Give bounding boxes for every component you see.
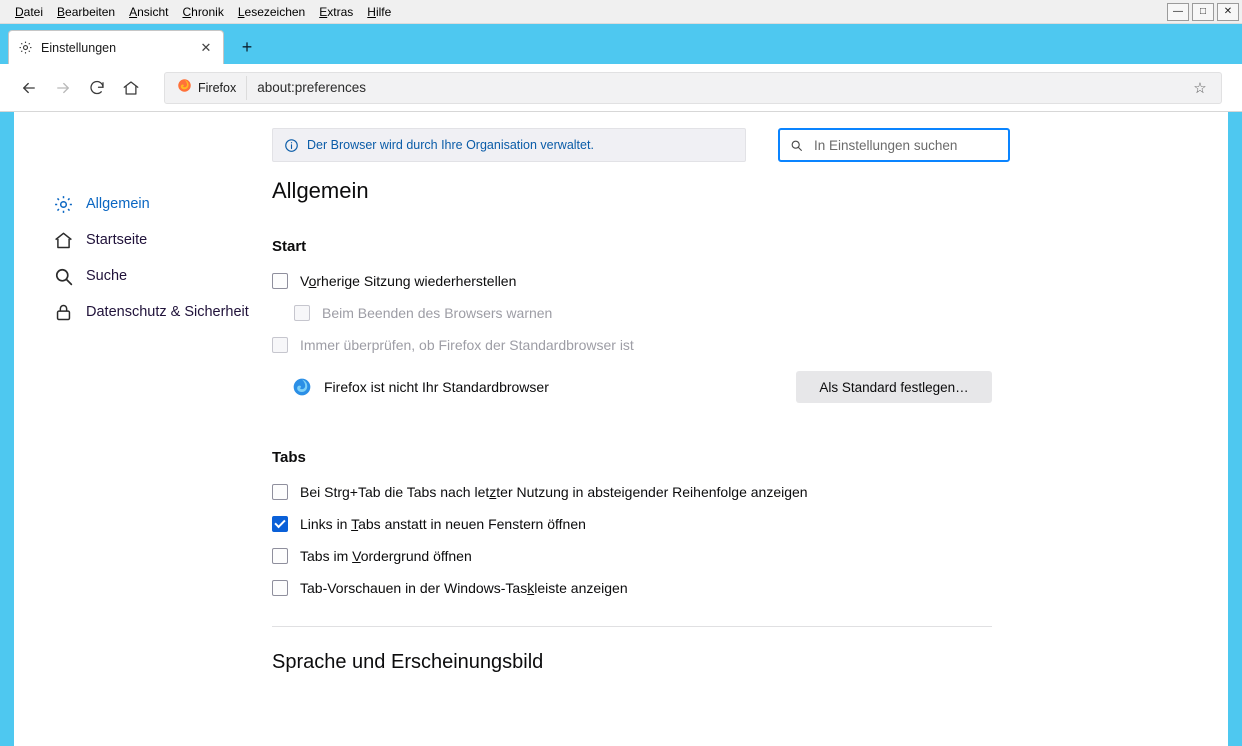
gear-icon <box>52 193 74 215</box>
checkbox[interactable] <box>272 273 288 289</box>
option-switch-to-new-tab[interactable] <box>272 548 992 564</box>
home-icon <box>52 229 74 251</box>
settings-search-box[interactable] <box>778 128 1010 162</box>
set-as-default-button[interactable]: Als Standard festlegen… <box>796 371 992 403</box>
sidebar-item-label: Datenschutz & Sicherheit <box>86 303 249 320</box>
menu-hilfe-accesskey: H <box>367 4 376 19</box>
menu-lesezeichen-accesskey: L <box>237 4 245 19</box>
option-label: Tabs im Vordergrund öffnen <box>300 548 472 564</box>
close-window-button[interactable]: ✕ <box>1217 3 1239 21</box>
search-input[interactable] <box>812 137 1000 154</box>
option-warn-on-quit[interactable] <box>294 305 992 321</box>
forward-icon[interactable] <box>46 71 80 105</box>
menu-lesezeichen[interactable] <box>231 2 312 22</box>
sidebar-item-label: Suche <box>86 267 128 284</box>
menu-bearbeiten[interactable] <box>50 2 122 22</box>
option-ctrl-tab-recent-order[interactable] <box>272 484 992 500</box>
sidebar-item-datenschutz-sicherheit[interactable] <box>44 294 260 330</box>
menu-ansicht-accesskey: A <box>129 4 138 19</box>
tab-title: Einstellungen <box>41 40 117 55</box>
option-label: Beim Beenden des Browsers warnen <box>322 305 553 321</box>
menu-hilfe-label: ilfe <box>375 4 392 19</box>
checkbox[interactable] <box>294 305 310 321</box>
preferences-header-row <box>272 128 1198 162</box>
enterprise-policy-text: Der Browser wird durch Ihre Organisation verwaltet. <box>307 138 594 152</box>
lock-icon <box>52 301 74 323</box>
home-icon[interactable] <box>114 71 148 105</box>
settings-gear-icon <box>17 40 33 56</box>
page-title: Allgemein <box>272 178 369 203</box>
checkbox[interactable] <box>272 484 288 500</box>
firefox-logo-icon <box>292 377 312 397</box>
url-text[interactable]: about:preferences <box>257 80 367 95</box>
checkbox[interactable] <box>272 337 288 353</box>
bookmark-star-icon[interactable]: ☆ <box>1193 79 1207 97</box>
menu-extras[interactable] <box>312 2 360 22</box>
menu-bearbeiten-accesskey: B <box>57 4 66 19</box>
new-tab-button[interactable]: + <box>241 36 253 57</box>
preferences-category-list <box>44 186 260 330</box>
section-spacer <box>272 397 992 449</box>
search-icon <box>788 137 804 153</box>
menu-bearbeiten-label: earbeiten <box>65 4 116 19</box>
info-icon <box>283 137 299 153</box>
menu-datei-accesskey: D <box>15 4 24 19</box>
identity-label: Firefox <box>198 80 237 95</box>
option-label: Tab-Vorschauen in der Windows-Taskleiste anzeigen <box>300 580 628 596</box>
sidebar-item-label: Allgemein <box>86 195 150 212</box>
menu-chronik-accesskey: C <box>182 4 192 19</box>
tab-einstellungen[interactable] <box>8 30 224 64</box>
menu-chronik-label: hronik <box>191 4 224 19</box>
section-title-tabs: Tabs <box>272 449 306 466</box>
checkbox[interactable] <box>272 580 288 596</box>
checkbox[interactable] <box>272 548 288 564</box>
menu-datei-label: atei <box>23 4 44 19</box>
sidebar-item-suche[interactable] <box>44 258 260 294</box>
url-bar[interactable] <box>164 72 1222 104</box>
section-title-start: Start <box>272 238 307 255</box>
option-label: Bei Strg+Tab die Tabs nach letzter Nutzung in absteigender Reihenfolge anzeigen <box>300 484 808 500</box>
sidebar-item-label: Startseite <box>86 231 148 248</box>
option-label: Vorherige Sitzung wiederherstellen <box>300 273 517 289</box>
section-title-language-appearance: Sprache und Erscheinungsbild <box>272 651 544 673</box>
option-taskbar-tab-previews[interactable] <box>272 580 992 596</box>
menu-hilfe[interactable] <box>360 2 398 22</box>
menu-lesezeichen-label: esezeichen <box>244 4 306 19</box>
sidebar-item-allgemein[interactable] <box>44 186 260 222</box>
preferences-main-pane <box>272 178 992 746</box>
close-icon[interactable]: ✕ <box>200 39 212 55</box>
firefox-logo-icon <box>177 78 192 98</box>
menu-datei[interactable] <box>8 2 50 22</box>
menu-ansicht[interactable] <box>122 2 175 22</box>
menu-extras-accesskey: E <box>319 4 328 19</box>
option-open-links-in-tabs[interactable] <box>272 516 992 532</box>
preferences-page <box>14 112 1228 746</box>
right-rail <box>1228 112 1242 746</box>
option-label: Links in Tabs anstatt in neuen Fenstern öffnen <box>300 516 586 532</box>
menu-extras-label: xtras <box>327 4 354 19</box>
reload-icon[interactable] <box>80 71 114 105</box>
minimize-button[interactable]: — <box>1167 3 1189 21</box>
sidebar-item-startseite[interactable] <box>44 222 260 258</box>
menu-ansicht-label: nsicht <box>137 4 169 19</box>
left-rail <box>0 112 14 746</box>
option-restore-previous-session[interactable] <box>272 273 992 289</box>
identity-box[interactable] <box>173 76 247 100</box>
search-icon <box>52 265 74 287</box>
back-icon[interactable] <box>12 71 46 105</box>
enterprise-policy-notice <box>272 128 746 162</box>
default-browser-status-text: Firefox ist nicht Ihr Standardbrowser <box>324 379 549 395</box>
menu-bar <box>0 0 1242 24</box>
default-browser-status-row <box>272 377 992 397</box>
checkbox[interactable] <box>272 516 288 532</box>
navigation-toolbar <box>0 64 1242 112</box>
tab-strip <box>0 24 1242 64</box>
maximize-button[interactable]: □ <box>1192 3 1214 21</box>
option-label: Immer überprüfen, ob Firefox der Standardbrowser ist <box>300 337 634 353</box>
section-divider <box>272 626 992 627</box>
content-area <box>0 112 1242 746</box>
menu-chronik[interactable] <box>175 2 230 22</box>
option-always-check-default-browser[interactable] <box>272 337 992 353</box>
window-controls <box>1167 0 1242 24</box>
